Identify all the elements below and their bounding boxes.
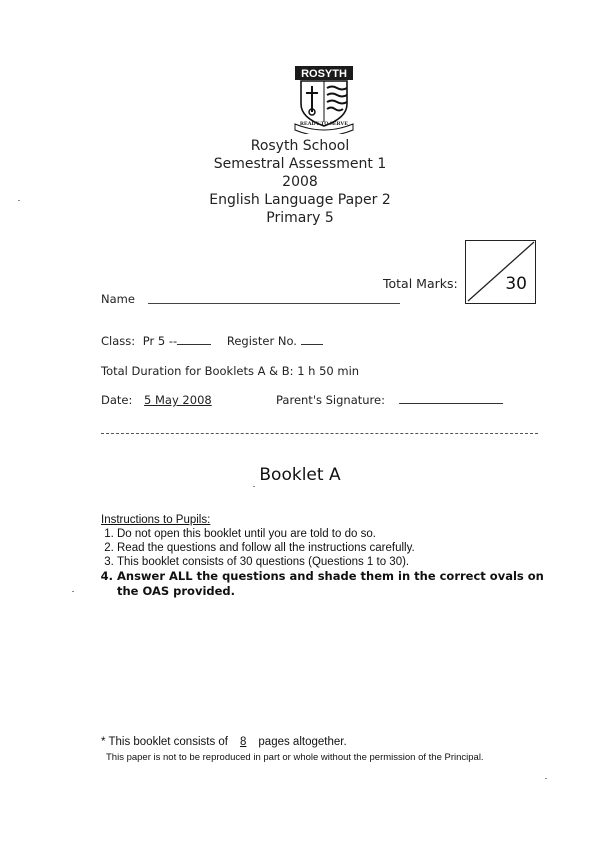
crest-motto-text: READY TO SERVE	[300, 121, 348, 127]
booklet-title: Booklet A	[259, 465, 341, 485]
signature-label: Parent's Signature:	[276, 393, 385, 407]
total-marks-value: 30	[505, 274, 527, 294]
date-row	[101, 393, 212, 407]
name-label: Name	[101, 292, 135, 306]
header-block	[0, 137, 600, 227]
instruction-item: 2. Read the questions and follow all the instructions carefully.	[117, 541, 551, 555]
instruction-item: 4. Answer ALL the questions and shade them in the correct ovals on the OAS provided.	[117, 569, 551, 599]
scan-speck	[545, 778, 547, 779]
assessment-year: 2008	[282, 174, 318, 190]
duration-text: Total Duration for Booklets A & B: 1 h 50 min	[101, 364, 360, 378]
signature-row	[276, 393, 503, 407]
scan-speck	[253, 486, 255, 487]
total-marks-label: Total Marks:	[383, 276, 458, 291]
assessment-title: Semestral Assessment 1	[213, 156, 387, 172]
name-field[interactable]	[148, 303, 400, 304]
instructions-heading: Instructions to Pupils:	[101, 514, 211, 526]
level-title: Primary 5	[266, 210, 334, 226]
page-count-note	[101, 736, 347, 748]
instructions-block	[101, 513, 551, 599]
class-label: Class:	[101, 334, 136, 348]
instructions-list	[101, 527, 551, 599]
instruction-item: 3. This booklet consists of 30 questions (Questions 1 to 30).	[117, 555, 551, 569]
school-name: Rosyth School	[250, 138, 350, 154]
instruction-item: 1. Do not open this booklet until you are told to do so.	[117, 527, 551, 541]
class-row	[101, 334, 323, 348]
register-field[interactable]	[301, 334, 323, 345]
paper-title: English Language Paper 2	[209, 192, 391, 208]
total-marks-box	[465, 240, 536, 304]
class-value: Pr 5 --	[142, 334, 178, 348]
class-field[interactable]	[177, 334, 211, 345]
scan-speck	[72, 591, 74, 592]
page-count-prefix: * This booklet consists of	[101, 736, 228, 748]
separator-line	[101, 433, 538, 434]
svg-text:ROSYTH: ROSYTH	[301, 68, 347, 80]
page-count-value: 8	[240, 736, 247, 748]
scan-speck	[18, 200, 20, 201]
register-label: Register No.	[226, 334, 297, 348]
date-label: Date:	[101, 393, 133, 407]
reproduction-notice: This paper is not to be reproduced in part or whole without the permission of the Principal.	[106, 752, 484, 763]
date-value: 5 May 2008	[144, 393, 212, 407]
school-crest-logo	[293, 66, 355, 134]
page-count-suffix: pages altogether.	[258, 736, 347, 748]
signature-field[interactable]	[399, 393, 503, 404]
